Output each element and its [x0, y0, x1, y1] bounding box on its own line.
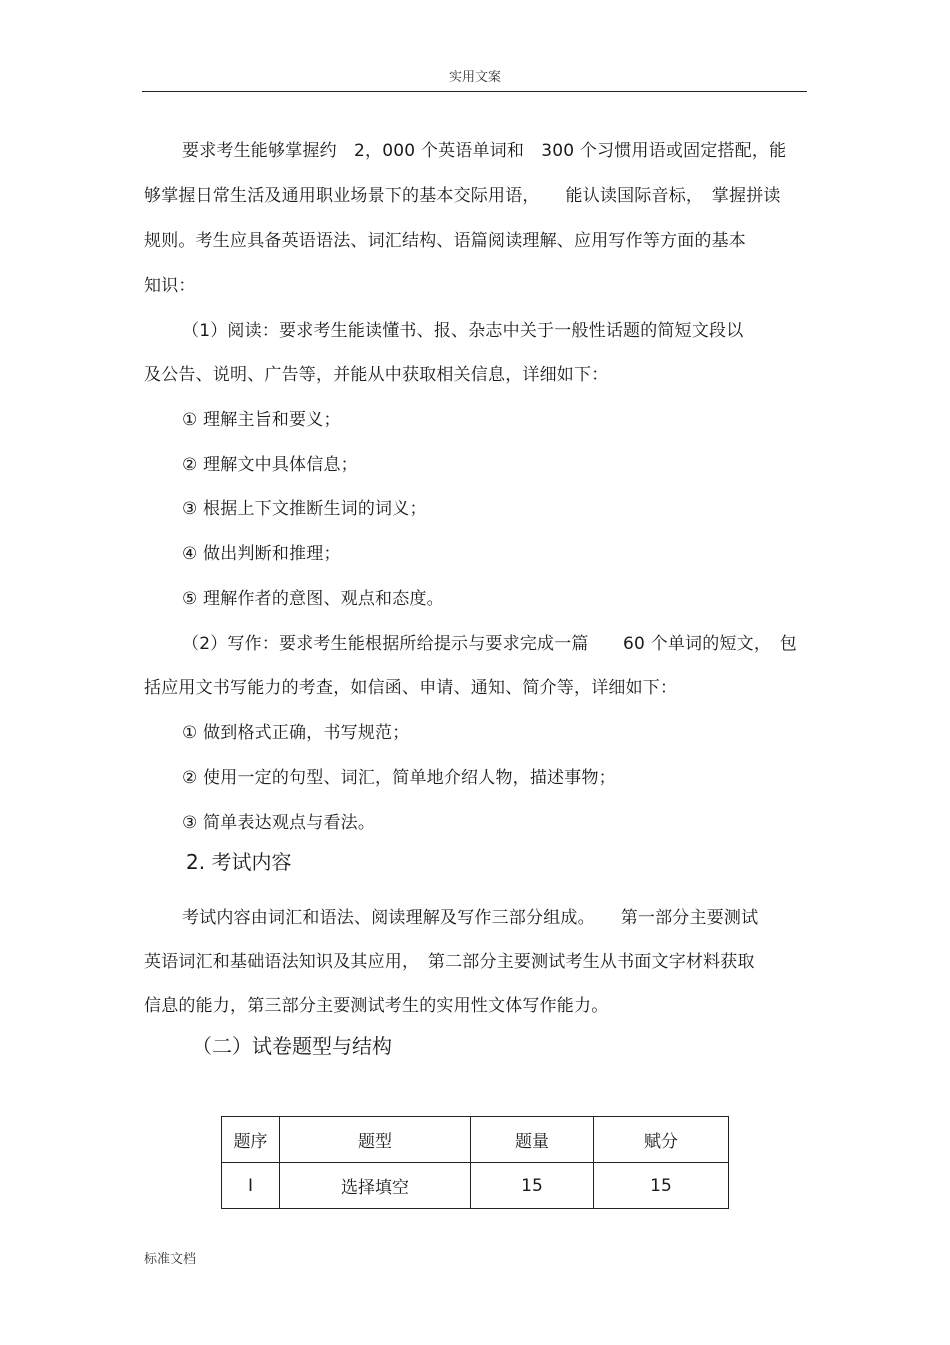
paragraph-line: 考试内容由词汇和语法、阅读理解及写作三部分组成。 第一部分主要测试	[182, 908, 759, 928]
paragraph-line: （2）写作：要求考生能根据所给提示与要求完成一篇 60 个单词的短文， 包	[182, 634, 797, 654]
exam-structure-table	[221, 1116, 729, 1209]
list-item: ④ 做出判断和推理；	[182, 544, 341, 564]
list-item: ③ 根据上下文推断生词的词义；	[182, 499, 427, 519]
list-item: ① 理解主旨和要义；	[182, 410, 341, 430]
table-header-cell: 赋分	[594, 1117, 729, 1163]
table-row	[222, 1163, 729, 1209]
table-header-cell: 题型	[280, 1117, 471, 1163]
header-title: 实用文案	[448, 70, 501, 85]
subsection-heading: （二）试卷题型与结构	[192, 1034, 392, 1058]
section-heading: 2. 考试内容	[186, 850, 292, 874]
header-divider	[142, 91, 807, 92]
table-header-cell: 题量	[471, 1117, 594, 1163]
paragraph-line: 要求考生能够掌握约 2，000 个英语单词和 300 个习惯用语或固定搭配，能	[182, 141, 787, 161]
list-item: ① 做到格式正确，书写规范；	[182, 723, 410, 743]
list-item: ③ 简单表达观点与看法。	[182, 813, 376, 833]
table-cell: 选择填空	[280, 1163, 471, 1209]
table-cell: 15	[471, 1163, 594, 1209]
list-item: ② 使用一定的句型、词汇，简单地介绍人物，描述事物；	[182, 768, 616, 788]
paragraph-line: 够掌握日常生活及通用职业场景下的基本交际用语， 能认读国际音标， 掌握拼读	[144, 186, 781, 206]
paragraph-line: 知识：	[144, 276, 196, 296]
list-item: ⑤ 理解作者的意图、观点和态度。	[182, 589, 444, 609]
table-cell: 15	[594, 1163, 729, 1209]
paragraph-line: 括应用文书写能力的考查，如信函、申请、通知、简介等，详细如下：	[144, 678, 678, 698]
table-header-row	[222, 1117, 729, 1163]
paragraph-line: 英语词汇和基础语法知识及其应用， 第二部分主要测试考生从书面文字材料获取	[144, 952, 755, 972]
paragraph-line: 及公告、说明、广告等，并能从中获取相关信息，详细如下：	[144, 365, 609, 385]
paragraph-line: 规则。考生应具备英语语法、词汇结构、语篇阅读理解、应用写作等方面的基本	[144, 231, 746, 251]
table-cell: I	[222, 1163, 280, 1209]
list-item: ② 理解文中具体信息；	[182, 455, 358, 475]
table-header-cell: 题序	[222, 1117, 280, 1163]
paragraph-line: 信息的能力，第三部分主要测试考生的实用性文体写作能力。	[144, 996, 609, 1016]
paragraph-line: （1）阅读：要求考生能读懂书、报、杂志中关于一般性话题的简短文段以	[182, 321, 744, 341]
footer-text: 标准文档	[144, 1252, 197, 1267]
